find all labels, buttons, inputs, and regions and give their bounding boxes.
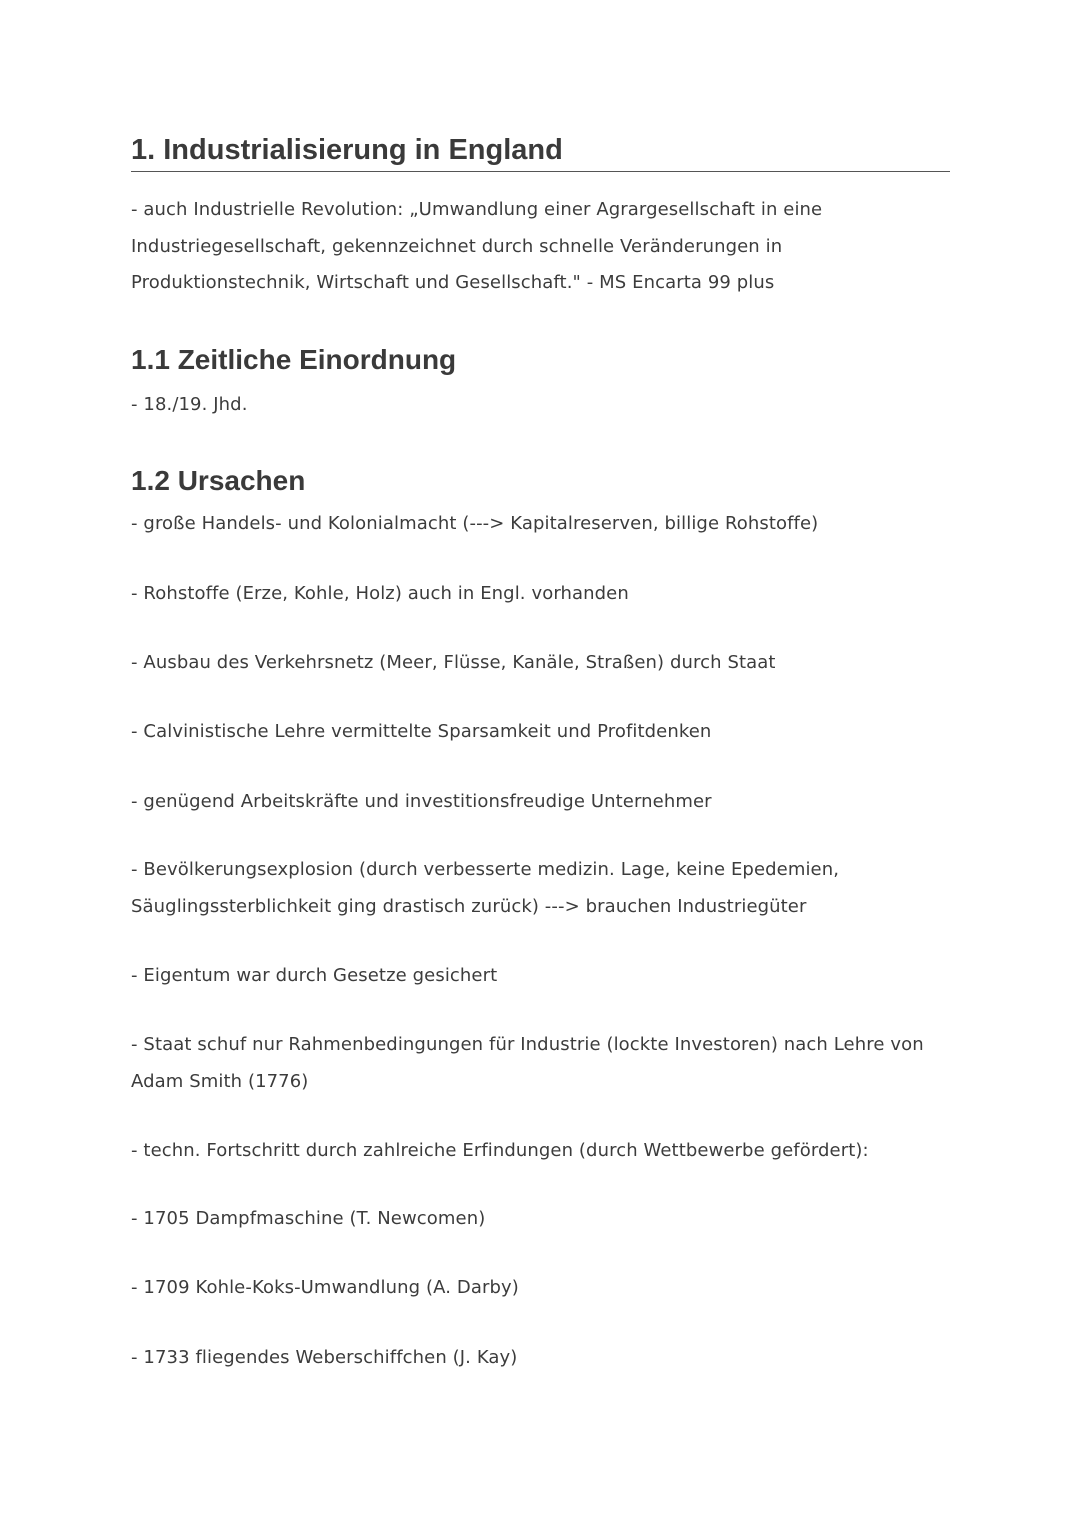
main-heading: 1. Industrialisierung in England <box>131 134 563 166</box>
invention-item: - 1705 Dampfmaschine (T. Newcomen) <box>131 1208 486 1229</box>
invention-item: - 1709 Kohle-Koks-Umwandlung (A. Darby) <box>131 1277 519 1298</box>
heading-divider <box>131 171 950 172</box>
intro-paragraph: - auch Industrielle Revolution: „Umwandlung einer Agrargesellschaft in eine Industriegesellschaft, gekennzeichnet durch schnelle Veränderungen in Produktionstechnik, Wirtschaft und Gesellschaft." - MS Encarta 99 plus <box>131 199 823 293</box>
cause-item: - genügend Arbeitskräfte und investitionsfreudige Unternehmer <box>131 791 712 812</box>
invention-item: - 1733 fliegendes Weberschiffchen (J. Kay) <box>131 1347 518 1368</box>
cause-item: - Bevölkerungsexplosion (durch verbesserte medizin. Lage, keine Epedemien, Säuglingssterblichkeit ging drastisch zurück) ---> brauchen Industriegüter <box>131 859 840 917</box>
cause-item: - Staat schuf nur Rahmenbedingungen für Industrie (lockte Investoren) nach Lehre von Adam Smith (1776) <box>131 1034 924 1092</box>
cause-item: - Eigentum war durch Gesetze gesichert <box>131 965 498 986</box>
cause-item: - Ausbau des Verkehrsnetz (Meer, Flüsse, Kanäle, Straßen) durch Staat <box>131 652 776 673</box>
section-1-1-heading: 1.1 Zeitliche Einordnung <box>131 344 457 375</box>
cause-item: - große Handels- und Kolonialmacht (---> Kapitalreserven, billige Rohstoffe) <box>131 513 819 534</box>
section-1-1-text: - 18./19. Jhd. <box>131 394 248 415</box>
section-1-2-heading: 1.2 Ursachen <box>131 465 306 496</box>
cause-item: - techn. Fortschritt durch zahlreiche Erfindungen (durch Wettbewerbe gefördert): <box>131 1140 869 1161</box>
cause-item: - Calvinistische Lehre vermittelte Sparsamkeit und Profitdenken <box>131 721 712 742</box>
cause-item: - Rohstoffe (Erze, Kohle, Holz) auch in Engl. vorhanden <box>131 583 629 604</box>
